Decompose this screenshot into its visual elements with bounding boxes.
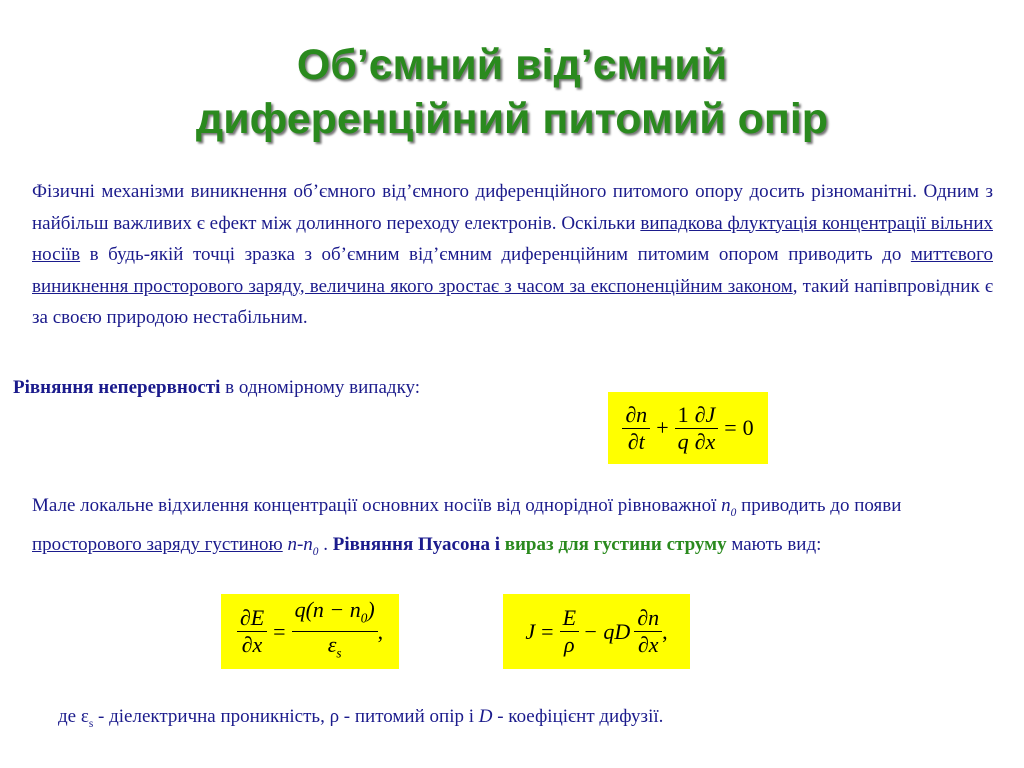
n-letter: n xyxy=(721,495,731,516)
equals-operator: = xyxy=(724,415,737,440)
current-density-formula xyxy=(503,594,690,669)
denominator xyxy=(325,632,345,666)
equals-operator: = xyxy=(273,618,286,644)
minus-qD: − qD xyxy=(583,618,631,644)
epsilon-subscript: s xyxy=(336,645,342,661)
numerator-subscript: 0 xyxy=(360,610,368,625)
plus-operator: + xyxy=(656,415,669,440)
title-line-1: Об’ємний від’ємний xyxy=(296,41,728,89)
numerator xyxy=(292,597,378,632)
denominator: ∂x xyxy=(241,632,263,657)
equals-operator: = xyxy=(541,618,554,644)
numerator: ∂n xyxy=(634,605,662,632)
n0-symbol xyxy=(721,495,737,519)
fraction-dn-dt xyxy=(622,402,650,455)
expr-text: n-n xyxy=(282,534,313,556)
fraction-dn-dx xyxy=(634,605,662,658)
poisson-paragraph xyxy=(32,490,977,569)
intro-underline-1: випадкова флуктуація концентрації вільних носіїв xyxy=(32,212,993,265)
numerator: ∂n xyxy=(622,402,650,429)
denominator: ρ xyxy=(564,632,575,657)
note-prefix: де ε xyxy=(58,706,89,727)
denominator: ∂x xyxy=(694,428,716,454)
poisson-formula xyxy=(221,594,399,669)
continuity-formula xyxy=(608,392,768,464)
zero-value: 0 xyxy=(742,415,754,440)
j-symbol: J xyxy=(525,618,536,644)
denominator: ∂x xyxy=(637,632,659,657)
fraction-dE-dx xyxy=(237,605,267,658)
poisson-bold: Рівняння Пуасона і xyxy=(332,534,500,556)
n-minus-n0 xyxy=(282,534,319,559)
numerator: ∂E xyxy=(237,605,267,632)
comma: , xyxy=(662,618,668,644)
comma: , xyxy=(377,618,384,644)
fraction-charge-eps xyxy=(292,597,378,667)
numerator-text: q(n − n xyxy=(294,596,361,622)
numerator-close: ) xyxy=(367,596,375,622)
note-middle: - діелектрична проникність, ρ - питомий опір і xyxy=(93,706,479,727)
slide-title xyxy=(0,38,1024,146)
poisson-text-2: приводить до появи xyxy=(736,495,902,516)
continuity-rest: в одномірному випадку: xyxy=(220,377,421,398)
expr-subscript: 0 xyxy=(312,546,319,559)
intro-text-3: , такий напівпровідник є за своєю природою нестабільним. xyxy=(32,275,993,328)
numerator: ∂J xyxy=(692,402,719,429)
intro-text-2: в будь-якій точці зразка з об’ємним від’ємним диференційним питомим опором приводить до xyxy=(80,244,911,265)
intro-text-1: Фізичні механізми виникнення об’ємного від’ємного диференційного питомого опору досить різноманітні. Одним з найбільш важливих є ефект між долинного переходу електронів. Оскільки xyxy=(32,181,993,234)
current-density-bold: вираз для густини струму xyxy=(499,534,727,556)
continuity-bold: Рівняння неперервності xyxy=(13,377,221,398)
title-line-2: диференційний питомий опір xyxy=(195,95,829,143)
poisson-text-1: Мале локальне відхилення концентрації основних носіїв від однорідної рівноважної xyxy=(32,495,722,516)
poisson-text-4: мають вид: xyxy=(726,534,822,556)
n0-subscript: 0 xyxy=(730,506,737,519)
note-subscript: s xyxy=(88,717,94,730)
continuity-heading xyxy=(13,377,420,399)
denominator: ∂t xyxy=(627,428,645,454)
fraction-1-q xyxy=(675,402,692,455)
epsilon: ε xyxy=(327,632,337,657)
intro-underline-2: миттєвого виникнення просторового заряду, величина якого зростає з часом за експоненційним законом xyxy=(32,244,993,297)
poisson-underline: просторового заряду густиною xyxy=(32,534,283,556)
fraction-dJ-dx xyxy=(692,402,719,455)
note-end: - коефіцієнт дифузії. xyxy=(492,706,664,727)
numerator: E xyxy=(560,605,579,632)
numerator: 1 xyxy=(675,402,692,429)
footnote xyxy=(58,706,663,730)
intro-paragraph xyxy=(32,176,993,334)
poisson-text-3: . xyxy=(318,534,333,556)
fraction-E-rho xyxy=(560,605,579,658)
denominator: q xyxy=(677,428,689,454)
note-D: D xyxy=(478,706,493,727)
